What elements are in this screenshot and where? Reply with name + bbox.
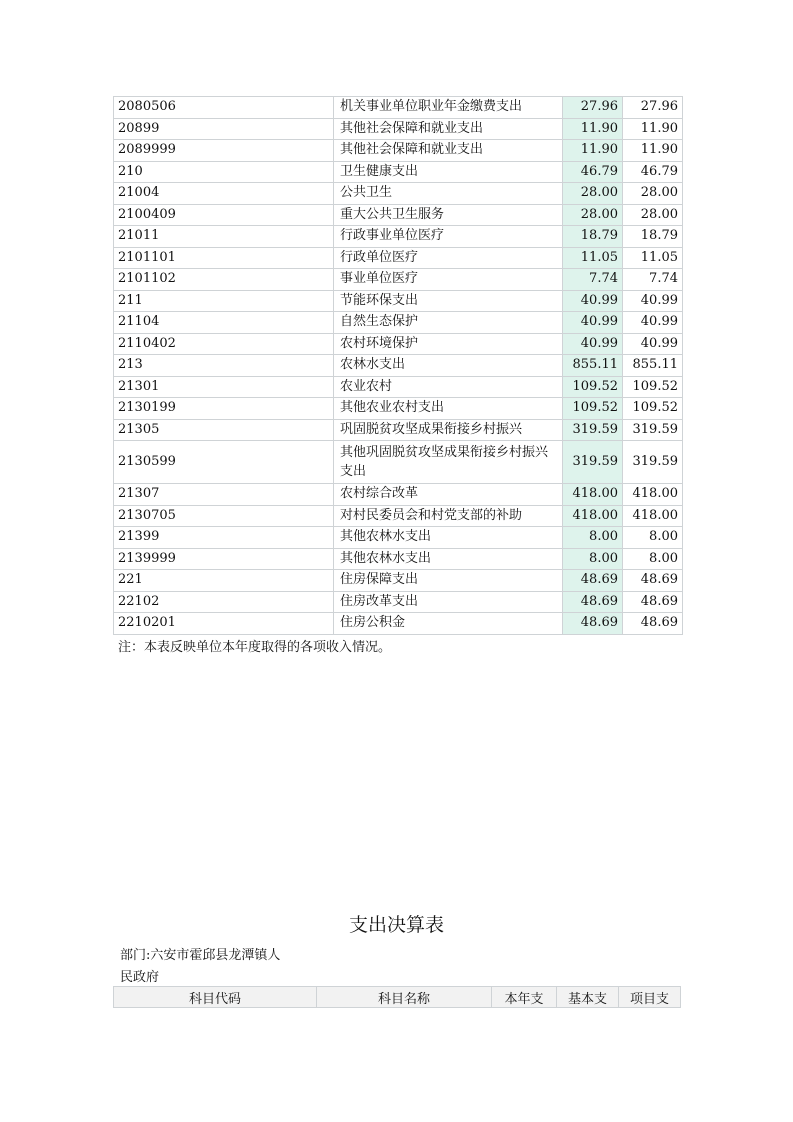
current-year-value-cell: 8.00 <box>563 548 623 570</box>
department-label: 部门:六安市霍邱县龙潭镇人民政府 <box>120 948 281 985</box>
current-year-value-cell: 28.00 <box>563 204 623 226</box>
value-cell: 8.00 <box>623 548 683 570</box>
subject-code-cell: 221 <box>114 570 334 592</box>
table-row <box>114 398 683 420</box>
value-cell: 7.74 <box>623 269 683 291</box>
current-year-value-cell: 48.69 <box>563 570 623 592</box>
value-cell: 46.79 <box>623 161 683 183</box>
subject-code-cell: 2101102 <box>114 269 334 291</box>
current-year-value-cell: 8.00 <box>563 527 623 549</box>
current-year-value-cell: 11.90 <box>563 140 623 162</box>
table-row <box>114 570 683 592</box>
value-cell: 28.00 <box>623 204 683 226</box>
value-cell: 48.69 <box>623 570 683 592</box>
value-cell: 18.79 <box>623 226 683 248</box>
subject-code-cell: 2101101 <box>114 247 334 269</box>
table-row <box>114 290 683 312</box>
table-row <box>114 613 683 635</box>
table-row <box>114 312 683 334</box>
current-year-value-cell: 109.52 <box>563 398 623 420</box>
current-year-value-cell: 18.79 <box>563 226 623 248</box>
table-row <box>114 333 683 355</box>
table-row <box>114 97 683 119</box>
subject-code-cell: 2130705 <box>114 505 334 527</box>
subject-code-cell: 2210201 <box>114 613 334 635</box>
subject-name-cell: 节能环保支出 <box>334 290 563 312</box>
value-cell: 27.96 <box>623 97 683 119</box>
subject-code-cell: 2100409 <box>114 204 334 226</box>
header-subject-code: 科目代码 <box>114 987 317 1008</box>
value-cell: 11.05 <box>623 247 683 269</box>
value-cell: 418.00 <box>623 484 683 506</box>
current-year-value-cell: 7.74 <box>563 269 623 291</box>
table-body <box>114 97 683 635</box>
header-subject-name: 科目名称 <box>317 987 492 1008</box>
subject-code-cell: 211 <box>114 290 334 312</box>
subject-code-cell: 21004 <box>114 183 334 205</box>
subject-code-cell: 21011 <box>114 226 334 248</box>
table-row <box>114 548 683 570</box>
value-cell: 319.59 <box>623 419 683 441</box>
subject-code-cell: 2139999 <box>114 548 334 570</box>
header-project-expenditure: 项目支 <box>619 987 681 1008</box>
table-row <box>114 269 683 291</box>
subject-code-cell: 21307 <box>114 484 334 506</box>
table-row <box>114 161 683 183</box>
current-year-value-cell: 48.69 <box>563 613 623 635</box>
subject-code-cell: 21301 <box>114 376 334 398</box>
value-cell: 8.00 <box>623 527 683 549</box>
table-row <box>114 355 683 377</box>
subject-name-cell: 自然生态保护 <box>334 312 563 334</box>
current-year-value-cell: 418.00 <box>563 505 623 527</box>
subject-name-cell: 农业农村 <box>334 376 563 398</box>
subject-code-cell: 22102 <box>114 591 334 613</box>
subject-name-cell: 行政事业单位医疗 <box>334 226 563 248</box>
subject-name-cell: 农林水支出 <box>334 355 563 377</box>
subject-code-cell: 213 <box>114 355 334 377</box>
current-year-value-cell: 319.59 <box>563 419 623 441</box>
current-year-value-cell: 27.96 <box>563 97 623 119</box>
current-year-value-cell: 109.52 <box>563 376 623 398</box>
table-note: 注：本表反映单位本年度取得的各项收入情况。 <box>118 640 392 655</box>
subject-name-cell: 其他农林水支出 <box>334 548 563 570</box>
current-year-value-cell: 855.11 <box>563 355 623 377</box>
subject-name-cell: 农村综合改革 <box>334 484 563 506</box>
subject-name-cell: 住房改革支出 <box>334 591 563 613</box>
table-row <box>114 376 683 398</box>
subject-name-cell: 其他农业农村支出 <box>334 398 563 420</box>
subject-code-cell: 21104 <box>114 312 334 334</box>
subject-name-cell: 对村民委员会和村党支部的补助 <box>334 505 563 527</box>
subject-name-cell: 卫生健康支出 <box>334 161 563 183</box>
table-row <box>114 204 683 226</box>
table-row <box>114 484 683 506</box>
table-row <box>114 140 683 162</box>
header-row <box>114 987 681 1008</box>
table-row <box>114 247 683 269</box>
subject-name-cell: 行政单位医疗 <box>334 247 563 269</box>
value-cell: 28.00 <box>623 183 683 205</box>
subject-name-cell: 其他社会保障和就业支出 <box>334 118 563 140</box>
value-cell: 48.69 <box>623 613 683 635</box>
header-total-expenditure: 本年支 <box>492 987 557 1008</box>
subject-code-cell: 21399 <box>114 527 334 549</box>
current-year-value-cell: 319.59 <box>563 441 623 484</box>
subject-code-cell: 210 <box>114 161 334 183</box>
subject-code-cell: 2130199 <box>114 398 334 420</box>
value-cell: 11.90 <box>623 140 683 162</box>
value-cell: 855.11 <box>623 355 683 377</box>
table-row <box>114 505 683 527</box>
subject-name-cell: 农村环境保护 <box>334 333 563 355</box>
current-year-value-cell: 418.00 <box>563 484 623 506</box>
value-cell: 11.90 <box>623 118 683 140</box>
current-year-value-cell: 11.05 <box>563 247 623 269</box>
subject-name-cell: 巩固脱贫攻坚成果衔接乡村振兴 <box>334 419 563 441</box>
table-row <box>114 183 683 205</box>
current-year-value-cell: 46.79 <box>563 161 623 183</box>
current-year-value-cell: 40.99 <box>563 312 623 334</box>
value-cell: 40.99 <box>623 333 683 355</box>
expenditure-table-header <box>113 986 681 1008</box>
subject-name-cell: 其他巩固脱贫攻坚成果衔接乡村振兴支出 <box>334 441 563 484</box>
table-row <box>114 226 683 248</box>
subject-name-cell: 事业单位医疗 <box>334 269 563 291</box>
subject-code-cell: 2130599 <box>114 441 334 484</box>
value-cell: 40.99 <box>623 290 683 312</box>
table-row <box>114 118 683 140</box>
subject-code-cell: 2080506 <box>114 97 334 119</box>
subject-name-cell: 其他农林水支出 <box>334 527 563 549</box>
current-year-value-cell: 28.00 <box>563 183 623 205</box>
value-cell: 48.69 <box>623 591 683 613</box>
subject-name-cell: 住房保障支出 <box>334 570 563 592</box>
table-row <box>114 591 683 613</box>
current-year-value-cell: 11.90 <box>563 118 623 140</box>
subject-code-cell: 21305 <box>114 419 334 441</box>
current-year-value-cell: 48.69 <box>563 591 623 613</box>
table-row <box>114 441 683 484</box>
subject-name-cell: 重大公共卫生服务 <box>334 204 563 226</box>
value-cell: 40.99 <box>623 312 683 334</box>
table-row <box>114 527 683 549</box>
subject-name-cell: 住房公积金 <box>334 613 563 635</box>
value-cell: 109.52 <box>623 398 683 420</box>
subject-code-cell: 2089999 <box>114 140 334 162</box>
income-detail-table <box>113 96 683 635</box>
value-cell: 319.59 <box>623 441 683 484</box>
header-basic-expenditure: 基本支 <box>557 987 619 1008</box>
page-title: 支出决算表 <box>348 914 444 936</box>
table-row <box>114 419 683 441</box>
subject-code-cell: 2110402 <box>114 333 334 355</box>
subject-name-cell: 公共卫生 <box>334 183 563 205</box>
current-year-value-cell: 40.99 <box>563 333 623 355</box>
subject-code-cell: 20899 <box>114 118 334 140</box>
subject-name-cell: 机关事业单位职业年金缴费支出 <box>334 97 563 119</box>
subject-name-cell: 其他社会保障和就业支出 <box>334 140 563 162</box>
current-year-value-cell: 40.99 <box>563 290 623 312</box>
value-cell: 418.00 <box>623 505 683 527</box>
value-cell: 109.52 <box>623 376 683 398</box>
